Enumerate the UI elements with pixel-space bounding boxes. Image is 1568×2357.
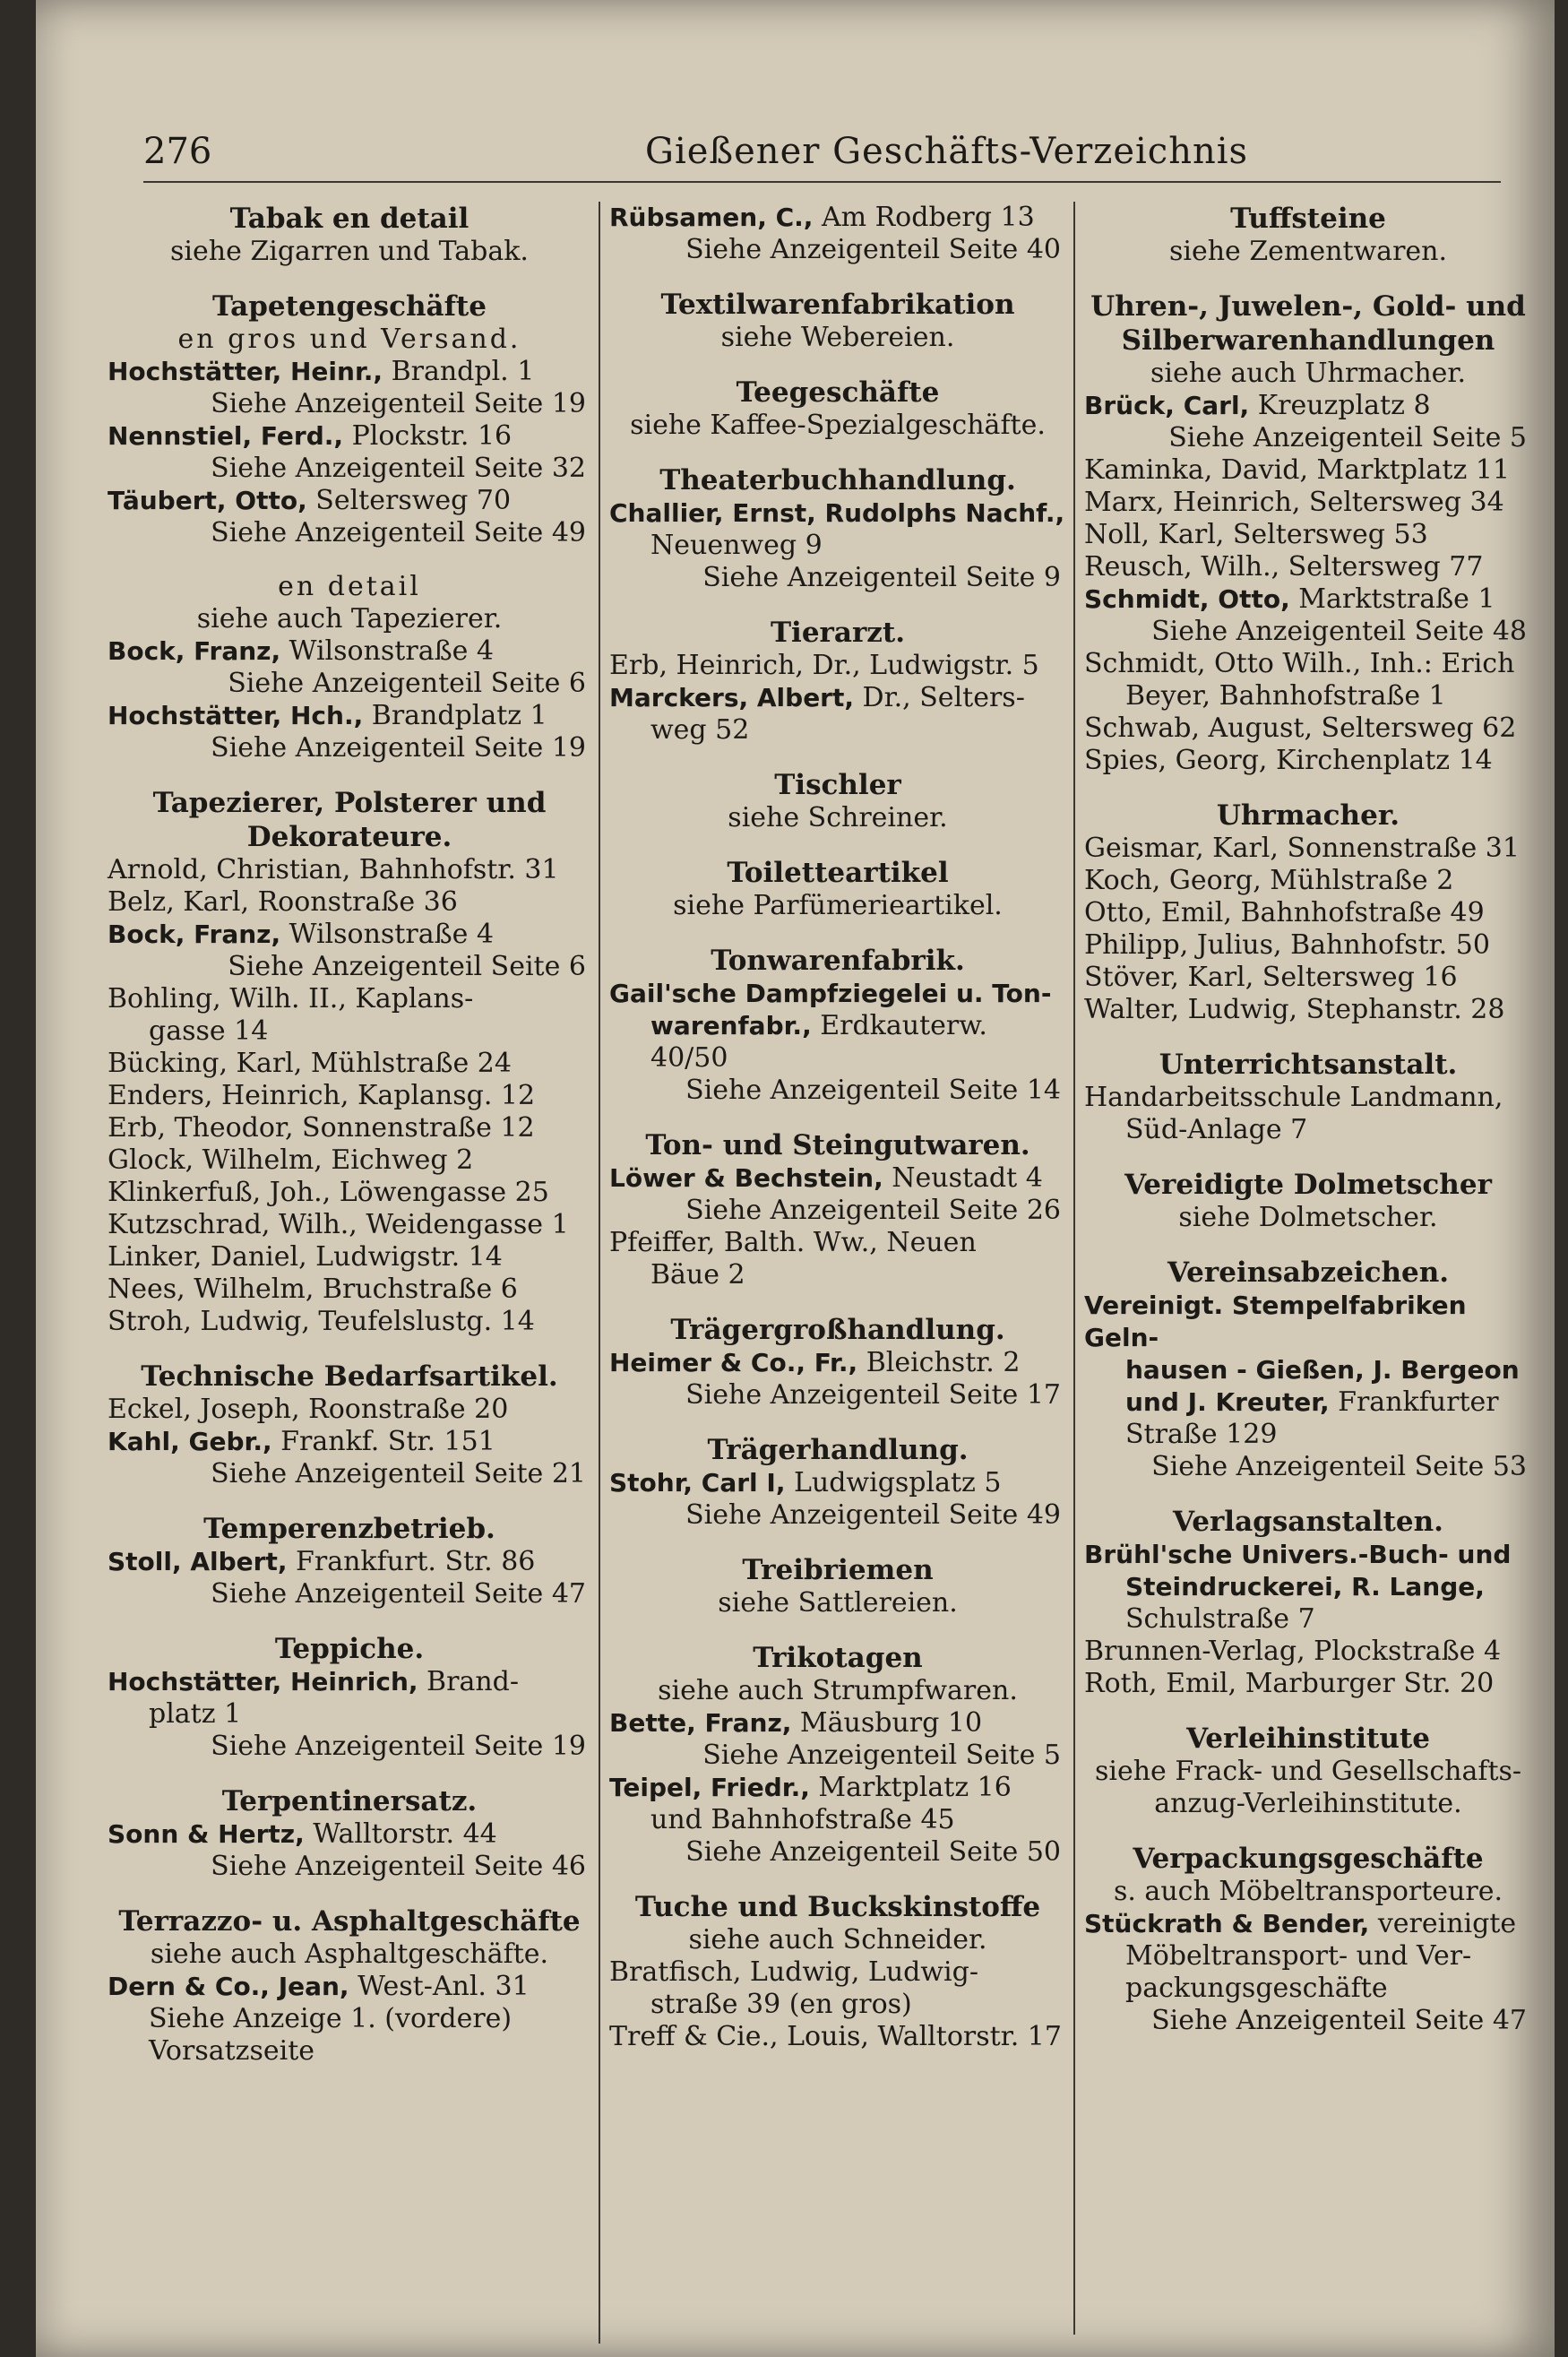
section-heading: Trikotagen <box>753 1642 923 1674</box>
column-1 <box>108 202 591 2068</box>
entry-name: Hochstätter, Hch., <box>108 701 364 730</box>
advert-reference: Siehe Anzeigenteil Seite 5 <box>1168 422 1527 453</box>
directory-entry <box>609 682 1066 714</box>
section-heading: Tabak en detail <box>229 203 470 235</box>
section-heading: Tonwarenfabrik. <box>711 945 965 977</box>
advert-reference: Siehe Anzeigenteil Seite 6 <box>228 668 586 699</box>
column-divider-1 <box>599 202 600 2344</box>
directory-entry: Glock, Wilhelm, Eichweg 2 <box>108 1144 474 1176</box>
advert-reference: Siehe Anzeigenteil Seite 19 <box>211 732 586 764</box>
cross-reference: siehe auch Schneider. <box>688 1924 987 1956</box>
directory-entry <box>108 1818 591 1851</box>
directory-entry: Noll, Karl, Seltersweg 53 <box>1084 519 1428 550</box>
directory-entry: Nees, Wilhelm, Bruchstraße 6 <box>108 1273 518 1305</box>
entry-continuation <box>1084 1571 1532 1603</box>
cross-reference: siehe Zementwaren. <box>1168 236 1448 267</box>
directory-entry: Bratfisch, Ludwig, Ludwig- <box>609 1956 978 1988</box>
section-heading: Verlagsanstalten. <box>1173 1506 1443 1538</box>
section-gap <box>609 442 1066 463</box>
directory-entry: Marx, Heinrich, Seltersweg 34 <box>1084 487 1504 518</box>
section-subheading: en gros und Versand. <box>177 324 521 355</box>
entry-name: Teipel, Friedr., <box>609 1773 810 1802</box>
entry-continuation: straße 39 (en gros) <box>650 1989 912 2020</box>
cross-reference: s. auch Möbeltransporteure. <box>1113 1876 1503 1907</box>
directory-entry: Roth, Emil, Marburger Str. 20 <box>1084 1668 1495 1699</box>
advert-reference: Siehe Anzeigenteil Seite 14 <box>685 1075 1061 1106</box>
entry-detail: Erdkauterw. 40/50 <box>650 1010 987 1074</box>
entry-name: Nennstiel, Ferd., <box>108 421 344 451</box>
section-heading: Unterrichtsanstalt. <box>1159 1049 1458 1081</box>
section-gap <box>1084 1146 1532 1168</box>
entry-name: Löwer & Bechstein, <box>609 1163 883 1193</box>
cross-reference: siehe auch Tapezierer. <box>196 603 503 635</box>
directory-entry: Pfeiffer, Balth. Ww., Neuen <box>609 1227 977 1258</box>
advert-reference: Siehe Anzeigenteil Seite 47 <box>1151 2005 1527 2036</box>
advert-reference: Siehe Anzeigenteil Seite 19 <box>211 388 586 419</box>
advert-reference: Siehe Anzeigenteil Seite 48 <box>1151 616 1527 647</box>
section-gap <box>609 1619 1066 1641</box>
entry-continuation <box>609 1010 1066 1075</box>
entry-detail: Am Rodberg 13 <box>813 202 1035 233</box>
section-gap <box>108 764 591 786</box>
entry-name: Bock, Franz, <box>108 919 281 949</box>
entry-name: Bette, Franz, <box>609 1708 792 1738</box>
directory-entry: Stroh, Ludwig, Teufelslustg. 14 <box>108 1306 535 1337</box>
section-gap <box>609 354 1066 376</box>
column-3 <box>1084 202 1532 2037</box>
entry-detail: Mäusburg 10 <box>791 1707 983 1739</box>
directory-entry: Linker, Daniel, Ludwigstr. 14 <box>108 1241 503 1273</box>
entry-name: warenfabr., <box>650 1011 812 1040</box>
directory-entry: Spies, Georg, Kirchenplatz 14 <box>1084 745 1493 776</box>
entry-detail: Ludwigsplatz 5 <box>785 1467 1002 1498</box>
directory-entry <box>108 1666 591 1698</box>
entry-detail: Dr., Selters- <box>854 682 1025 713</box>
entry-detail: Brandpl. 1 <box>383 356 535 387</box>
directory-entry <box>1084 390 1532 422</box>
entry-detail: Seltersweg 70 <box>306 485 512 516</box>
directory-entry <box>609 1162 1066 1195</box>
entry-name: Bock, Franz, <box>108 636 281 666</box>
cross-reference: siehe Frack- und Gesellschafts- <box>1094 1756 1522 1787</box>
entry-detail: vereinigte <box>1369 1908 1517 1939</box>
directory-entry: Kutzschrad, Wilh., Weidengasse 1 <box>108 1209 569 1240</box>
section-gap <box>108 549 591 571</box>
entry-detail: Wilsonstraße 4 <box>280 635 494 667</box>
cross-reference: siehe auch Asphaltgeschäfte. <box>150 1938 549 1970</box>
advert-reference: Siehe Anzeigenteil Seite 5 <box>702 1740 1061 1771</box>
book-page <box>36 0 1555 2357</box>
entry-name: Sonn & Hertz, <box>108 1819 305 1849</box>
section-gap <box>108 1490 591 1512</box>
entry-name: Dern & Co., Jean, <box>108 1972 349 2001</box>
directory-entry: Bohling, Wilh. II., Kaplans- <box>108 983 474 1014</box>
directory-entry: Arnold, Christian, Bahnhofstr. 31 <box>108 854 559 885</box>
cross-reference: anzug-Verleihinstitute. <box>1154 1788 1462 1819</box>
cross-reference: siehe Schreiner. <box>728 802 948 833</box>
directory-entry: Handarbeitsschule Landmann, <box>1084 1082 1503 1113</box>
entry-continuation: Straße 129 <box>1125 1419 1278 1450</box>
entry-name: Schmidt, Otto, <box>1084 584 1290 614</box>
entry-detail: Neustadt 4 <box>883 1162 1043 1194</box>
advert-reference: Siehe Anzeigenteil Seite 50 <box>685 1836 1061 1868</box>
cross-reference: siehe Parfümerieartikel. <box>673 890 1003 921</box>
section-heading: Teegeschäfte <box>736 376 940 409</box>
section-heading: Tapezierer, Polsterer und <box>152 787 547 819</box>
entry-continuation: Vorsatzseite <box>149 2035 315 2067</box>
directory-entry <box>609 978 1066 1010</box>
section-heading: Tuche und Buckskinstoffe <box>634 1891 1041 1923</box>
advert-reference: Siehe Anzeigenteil Seite 53 <box>1151 1451 1527 1482</box>
section-gap <box>1084 1700 1532 1722</box>
entry-name: Steindruckerei, R. Lange, <box>1125 1572 1485 1602</box>
entry-detail: Frankfurt. Str. 86 <box>287 1546 536 1577</box>
directory-entry: Treff & Cie., Louis, Walltorstr. 17 <box>609 2021 1062 2052</box>
entry-detail: Marktstraße 1 <box>1289 583 1495 615</box>
section-heading: Technische Bedarfsartikel. <box>141 1360 558 1393</box>
advert-reference: Siehe Anzeigenteil Seite 19 <box>211 1731 586 1762</box>
directory-entry: Brunnen-Verlag, Plockstraße 4 <box>1084 1636 1502 1667</box>
section-gap <box>609 1532 1066 1553</box>
entry-continuation: Beyer, Bahnhofstraße 1 <box>1125 680 1446 712</box>
section-heading: Teppiche. <box>274 1633 425 1665</box>
directory-entry: Enders, Heinrich, Kaplansg. 12 <box>108 1080 536 1111</box>
entry-name: Hochstätter, Heinr., <box>108 357 383 386</box>
directory-entry: Geismar, Karl, Sonnenstraße 31 <box>1084 833 1520 864</box>
section-heading: Trägerhandlung. <box>707 1434 969 1466</box>
directory-entry <box>1084 1908 1532 1940</box>
directory-entry: Bücking, Karl, Mühlstraße 24 <box>108 1048 512 1079</box>
entry-name: Gail'sche Dampfziegelei u. Ton- <box>609 979 1052 1008</box>
entry-name: Challier, Ernst, Rudolphs Nachf., <box>609 498 1065 528</box>
directory-entry: Koch, Georg, Mühlstraße 2 <box>1084 865 1454 896</box>
directory-entry: Eckel, Joseph, Roonstraße 20 <box>108 1394 509 1425</box>
entry-continuation: packungsgeschäfte <box>1125 1973 1388 2004</box>
directory-entry <box>108 420 591 453</box>
section-gap <box>609 1107 1066 1128</box>
directory-entry <box>108 1546 591 1578</box>
entry-detail: Frankf. Str. 151 <box>271 1426 495 1457</box>
running-title: Gießener Geschäfts-Verzeichnis <box>645 131 1249 172</box>
section-heading: Theaterbuchhandlung. <box>659 464 1016 496</box>
page-header <box>99 125 1501 188</box>
entry-detail: Brand- <box>418 1666 519 1697</box>
section-heading: Verpackungsgeschäfte <box>1133 1843 1484 1875</box>
directory-entry: Erb, Theodor, Sonnenstraße 12 <box>108 1112 535 1144</box>
section-gap <box>108 1763 591 1784</box>
advert-reference: Siehe Anzeigenteil Seite 49 <box>685 1499 1061 1531</box>
column-divider-2 <box>1073 202 1075 2335</box>
directory-entry <box>1084 583 1532 616</box>
directory-entry <box>1084 1539 1532 1571</box>
section-gap <box>609 1291 1066 1313</box>
entry-name: Vereinigt. Stempelfabriken Geln- <box>1084 1291 1467 1352</box>
advert-reference: Siehe Anzeigenteil Seite 21 <box>211 1458 586 1489</box>
advert-reference: Siehe Anzeigenteil Seite 26 <box>685 1195 1061 1226</box>
directory-entry <box>108 919 591 951</box>
entry-continuation: Süd-Anlage 7 <box>1125 1114 1308 1145</box>
entry-name: Kahl, Gebr., <box>108 1427 272 1456</box>
section-heading: Uhrmacher. <box>1216 799 1400 832</box>
entry-continuation <box>1084 1354 1532 1386</box>
section-heading: Trägergroßhandlung. <box>670 1314 1005 1346</box>
entry-detail: Brandplatz 1 <box>363 700 547 731</box>
section-heading: Vereidigte Dolmetscher <box>1124 1169 1492 1201</box>
directory-entry <box>108 635 591 668</box>
cross-reference: siehe auch Uhrmacher. <box>1150 358 1466 389</box>
advert-reference: Siehe Anzeigenteil Seite 32 <box>211 453 586 484</box>
entry-continuation: platz 1 <box>149 1698 242 1730</box>
entry-name: Täubert, Otto, <box>108 486 307 515</box>
directory-entry: Schwab, August, Seltersweg 62 <box>1084 712 1517 744</box>
section-gap <box>609 266 1066 288</box>
directory-entry <box>108 485 591 517</box>
entry-detail: Marktplatz 16 <box>809 1772 1012 1803</box>
entry-name: Heimer & Co., Fr., <box>609 1348 858 1377</box>
page-number: 276 <box>143 131 212 172</box>
entry-continuation: Siehe Anzeige 1. (vordere) <box>149 2003 513 2034</box>
section-gap <box>108 268 591 289</box>
section-gap <box>108 1610 591 1632</box>
section-heading: Verleihinstitute <box>1186 1722 1430 1755</box>
entry-continuation: gasse 14 <box>149 1015 269 1047</box>
header-rule <box>143 181 1501 183</box>
section-gap <box>1084 1483 1532 1505</box>
section-heading: Ton- und Steingutwaren. <box>645 1129 1030 1161</box>
section-gap <box>1084 1026 1532 1048</box>
entry-detail: Walltorstr. 44 <box>304 1818 497 1850</box>
directory-entry: Schmidt, Otto Wilh., Inh.: Erich <box>1084 648 1515 679</box>
directory-entry <box>609 497 1066 530</box>
directory-entry: Klinkerfuß, Joh., Löwengasse 25 <box>108 1177 549 1208</box>
directory-entry: Belz, Karl, Roonstraße 36 <box>108 886 458 918</box>
directory-entry <box>108 1971 591 2003</box>
section-gap <box>609 747 1066 768</box>
section-heading: Treibriemen <box>742 1554 934 1586</box>
section-heading: Tischler <box>774 769 901 801</box>
entry-name: Hochstätter, Heinrich, <box>108 1667 418 1697</box>
entry-continuation: Neuenweg 9 <box>650 530 823 561</box>
directory-entry <box>609 1772 1066 1804</box>
directory-entry <box>108 700 591 732</box>
directory-entry: Kaminka, David, Marktplatz 11 <box>1084 454 1510 486</box>
advert-reference: Siehe Anzeigenteil Seite 17 <box>685 1379 1061 1411</box>
entry-detail: West-Anl. 31 <box>349 1971 530 2002</box>
entry-name: Rübsamen, C., <box>609 203 814 232</box>
section-gap <box>1084 268 1532 289</box>
section-gap <box>108 1338 591 1360</box>
section-heading: Uhren-, Juwelen-, Gold- und <box>1090 290 1526 323</box>
advert-reference: Siehe Anzeigenteil Seite 46 <box>211 1851 586 1882</box>
entry-name: Stohr, Carl I, <box>609 1468 786 1498</box>
directory-entry <box>1084 1290 1532 1354</box>
entry-name: Brück, Carl, <box>1084 391 1250 420</box>
section-gap <box>108 1883 591 1904</box>
section-gap <box>1084 1820 1532 1842</box>
entry-name: Brühl'sche Univers.-Buch- und <box>1084 1540 1512 1569</box>
entry-continuation: Möbeltransport- und Ver- <box>1125 1940 1472 1972</box>
directory-entry: Philipp, Julius, Bahnhofstr. 50 <box>1084 929 1490 961</box>
section-gap <box>609 922 1066 944</box>
entry-continuation: Bäue 2 <box>650 1259 745 1291</box>
section-heading: Toiletteartikel <box>727 857 949 889</box>
cross-reference: siehe Zigarren und Tabak. <box>170 236 529 267</box>
section-heading: Dekorateure. <box>246 821 452 853</box>
section-gap <box>609 834 1066 856</box>
cross-reference: siehe auch Strumpfwaren. <box>658 1675 1018 1706</box>
cross-reference: siehe Kaffee-Spezialgeschäfte. <box>630 410 1046 441</box>
directory-entry: Otto, Emil, Bahnhofstraße 49 <box>1084 897 1485 928</box>
section-heading: Silberwarenhandlungen <box>1121 324 1495 357</box>
section-heading: Terpentinersatz. <box>221 1785 478 1817</box>
section-gap <box>609 1412 1066 1433</box>
entry-continuation <box>1084 1386 1532 1419</box>
entry-name: und J. Kreuter, <box>1125 1387 1330 1417</box>
entry-detail: Plockstr. 16 <box>343 420 513 452</box>
cross-reference: siehe Webereien. <box>720 322 955 353</box>
section-subheading: en detail <box>278 571 421 602</box>
advert-reference: Siehe Anzeigenteil Seite 6 <box>228 951 586 982</box>
advert-reference: Siehe Anzeigenteil Seite 47 <box>211 1578 586 1610</box>
advert-reference: Siehe Anzeigenteil Seite 9 <box>702 562 1061 593</box>
entry-name: Stoll, Albert, <box>108 1547 288 1576</box>
section-gap <box>1084 1234 1532 1256</box>
directory-entry: Stöver, Karl, Seltersweg 16 <box>1084 962 1458 993</box>
entry-name: Stückrath & Bender, <box>1084 1909 1370 1938</box>
section-heading: Temperenzbetrieb. <box>203 1513 495 1545</box>
advert-reference: Siehe Anzeigenteil Seite 40 <box>685 234 1061 265</box>
section-gap <box>609 1869 1066 1890</box>
entry-continuation: und Bahnhofstraße 45 <box>650 1804 955 1835</box>
entry-detail: Wilsonstraße 4 <box>280 919 494 950</box>
section-heading: Tuffsteine <box>1230 203 1386 235</box>
advert-reference: Siehe Anzeigenteil Seite 49 <box>211 517 586 548</box>
entry-continuation: weg 52 <box>650 714 750 746</box>
directory-entry: Walter, Ludwig, Stephanstr. 28 <box>1084 994 1505 1025</box>
directory-entry: Erb, Heinrich, Dr., Ludwigstr. 5 <box>609 650 1039 681</box>
directory-entry: Reusch, Wilh., Seltersweg 77 <box>1084 551 1484 583</box>
directory-entry <box>609 1707 1066 1740</box>
column-2 <box>609 202 1066 2053</box>
section-heading: Tierarzt. <box>770 617 906 649</box>
entry-name: hausen - Gießen, J. Bergeon <box>1125 1355 1520 1385</box>
cross-reference: siehe Sattlereien. <box>718 1587 958 1619</box>
directory-entry <box>108 356 591 388</box>
directory-entry <box>609 1347 1066 1379</box>
entry-detail: Bleichstr. 2 <box>857 1347 1021 1378</box>
section-gap <box>1084 777 1532 799</box>
section-heading: Tapetengeschäfte <box>212 290 487 323</box>
section-gap <box>609 594 1066 616</box>
entry-detail: Frankfurter <box>1329 1386 1499 1418</box>
section-heading: Terrazzo- u. Asphaltgeschäfte <box>118 1905 581 1938</box>
section-heading: Textilwarenfabrikation <box>660 289 1015 321</box>
section-heading: Vereinsabzeichen. <box>1167 1256 1450 1289</box>
directory-entry <box>609 1467 1066 1499</box>
entry-detail: Kreuzplatz 8 <box>1249 390 1431 421</box>
entry-name: Marckers, Albert, <box>609 683 855 712</box>
entry-continuation: Schulstraße 7 <box>1125 1603 1315 1635</box>
directory-entry <box>108 1426 591 1458</box>
cross-reference: siehe Dolmetscher. <box>1178 1202 1438 1233</box>
directory-entry <box>609 202 1066 234</box>
